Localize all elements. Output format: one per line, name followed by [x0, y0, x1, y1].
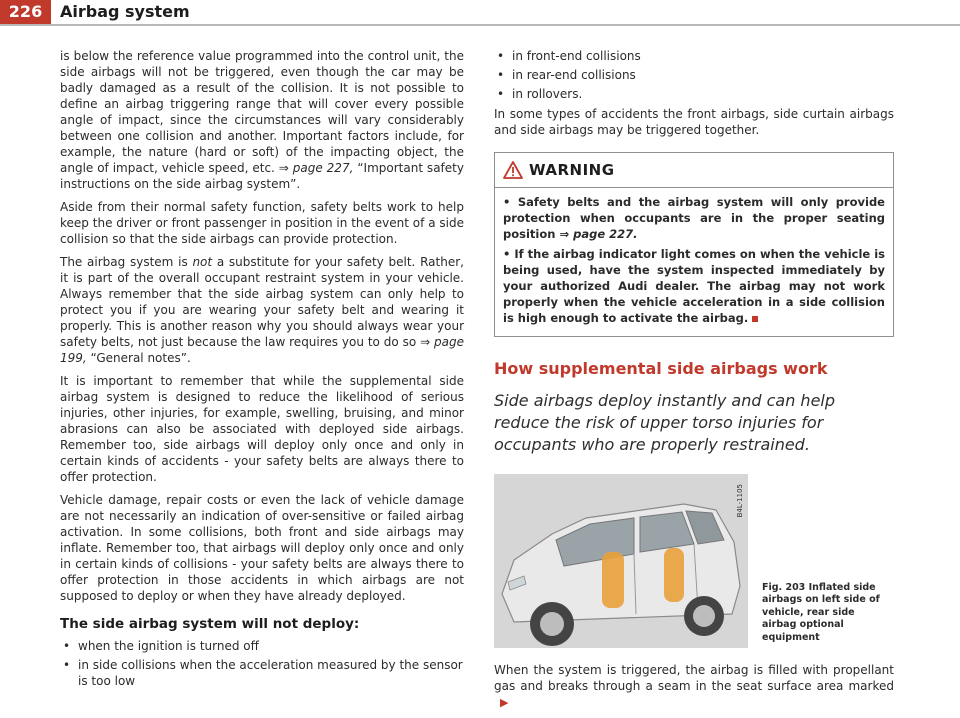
warning-title: WARNING: [529, 161, 615, 179]
bullet-list: [494, 48, 894, 102]
paragraph-text: The airbag system is: [60, 255, 188, 269]
header-divider: [0, 24, 960, 26]
list-item: [60, 657, 464, 689]
list-item-text: when the ignition is turned off: [78, 639, 259, 653]
page-reference-link[interactable]: page 199,: [60, 335, 464, 365]
list-item-text: in front-end collisions: [512, 49, 641, 63]
section-heading: How supplemental side airbags work: [494, 359, 828, 378]
paragraph: [60, 254, 464, 366]
figure-code: B4L-1105: [736, 484, 744, 518]
bullet-list: [60, 638, 464, 689]
reference-title: “General notes”.: [90, 351, 191, 365]
paragraph: [60, 48, 464, 192]
right-column: [494, 48, 894, 718]
paragraph: It is important to remember that while the supplemental side airbag system is designed to reduce the likelihood of serious injuries, other injuries, for example, swelling, bruising, and minor abrasions can also be associated with deployed side airbags. Remember too, side airbags will deploy only once and only in certain kinds of accidents - your safety belts are always there to offer protection.: [60, 374, 464, 484]
section-intro: Side airbags deploy instantly and can help reduce the risk of upper torso injuries for occupants who are properly restrained.: [494, 391, 836, 454]
list-item: [494, 67, 894, 83]
warning-triangle-icon: [503, 161, 523, 179]
warning-item: [503, 194, 885, 242]
bullet-icon: •: [63, 639, 71, 653]
paragraph-text: When the system is triggered, the airbag is filled with propellant gas and breaks through a seam in the seat surface area marked: [494, 663, 894, 693]
arrow-icon: ⇒: [278, 161, 289, 175]
page-number: 226: [0, 0, 51, 24]
paragraph: Aside from their normal safety function, safety belts work to help keep the driver or front passenger in position in the event of a side collision so that the side airbags can provide protection.: [60, 200, 464, 246]
continue-arrow-icon: ▶: [500, 696, 509, 709]
bullet-icon: •: [497, 87, 505, 101]
warning-text: If the airbag indicator light comes on when the vehicle is being used, have the system inspected immediately by your authorized Audi dealer. The airbag may not work properly when the vehicle acceleration in a side collision is high enough to activate the airbag.: [503, 247, 886, 325]
warning-body: [495, 188, 893, 336]
paragraph: In some types of accidents the front airbags, side curtain airbags and side airbags may be triggered together.: [494, 107, 894, 137]
list-item-text: in rollovers.: [512, 87, 583, 101]
paragraph: Vehicle damage, repair costs or even the lack of vehicle damage are not necessarily an indication of over-sensitive or failed airbag activation. In some collisions, both front and side airbags may inflate. Remember too, that airbags will deploy only once and only in certain kinds of collisions - your safety belts are always there to offer protection in those accidents in which airbags are not supposed to deploy or when they have already deployed.: [60, 493, 464, 603]
figure: [494, 474, 894, 648]
reference-title: “Important safety instructions on the side airbag system”.: [60, 161, 464, 191]
end-marker-icon: [752, 316, 758, 322]
figure-caption: Fig. 203 Inflated side airbags on left side of vehicle, rear side airbag optional equipment: [762, 581, 880, 643]
bullet-icon: •: [63, 658, 71, 672]
paragraph-text: is below the reference value programmed into the control unit, the side airbags will not be triggered, even though the car may be badly damaged as a result of the collision. It is not possible to define an airbag triggering range that will cover every possible angle of impact, since the circumstances will vary considerably between one collision and another. Important factors include, for example, the nature (hard or soft) of the impacting object, the angle of impact, vehicle speed, etc.: [60, 49, 464, 175]
car-illustration-icon: [494, 474, 748, 648]
page-reference-link[interactable]: page 227.: [573, 227, 638, 241]
list-item: [60, 638, 464, 654]
left-column: [60, 48, 464, 693]
list-item: [494, 48, 894, 64]
page-reference-link[interactable]: page 227,: [292, 161, 354, 175]
list-item-text: in side collisions when the acceleration measured by the sensor is too low: [78, 658, 463, 688]
bullet-icon: •: [497, 49, 505, 63]
car-airbag-illustration: [494, 474, 748, 648]
arrow-icon: ⇒: [420, 335, 431, 349]
warning-header: [495, 153, 893, 188]
warning-box: [494, 152, 894, 337]
arrow-icon: ⇒: [559, 227, 570, 241]
page-title: Airbag system: [60, 2, 190, 21]
list-item: [494, 86, 894, 102]
warning-item: [503, 246, 885, 326]
bullet-icon: •: [503, 247, 511, 261]
emphasis-text: not: [192, 255, 213, 269]
bullet-icon: •: [503, 195, 511, 209]
paragraph-text: a substitute for your safety belt. Rather, it is part of the overall occupant restraint system in your vehicle. Always remember that the side airbag system can only help to protect you if you are wearing your safety belt and wearing it properly. This is another reason why you should always wear your safety belts, not just because the law requires you to do so: [60, 255, 464, 349]
bullet-icon: •: [497, 68, 505, 82]
warning-text: Safety belts and the airbag system will only provide protection when occupants are in the proper seating position: [503, 195, 885, 241]
paragraph: [494, 662, 894, 711]
subheading: The side airbag system will not deploy:: [60, 616, 360, 632]
list-item-text: in rear-end collisions: [512, 68, 636, 82]
